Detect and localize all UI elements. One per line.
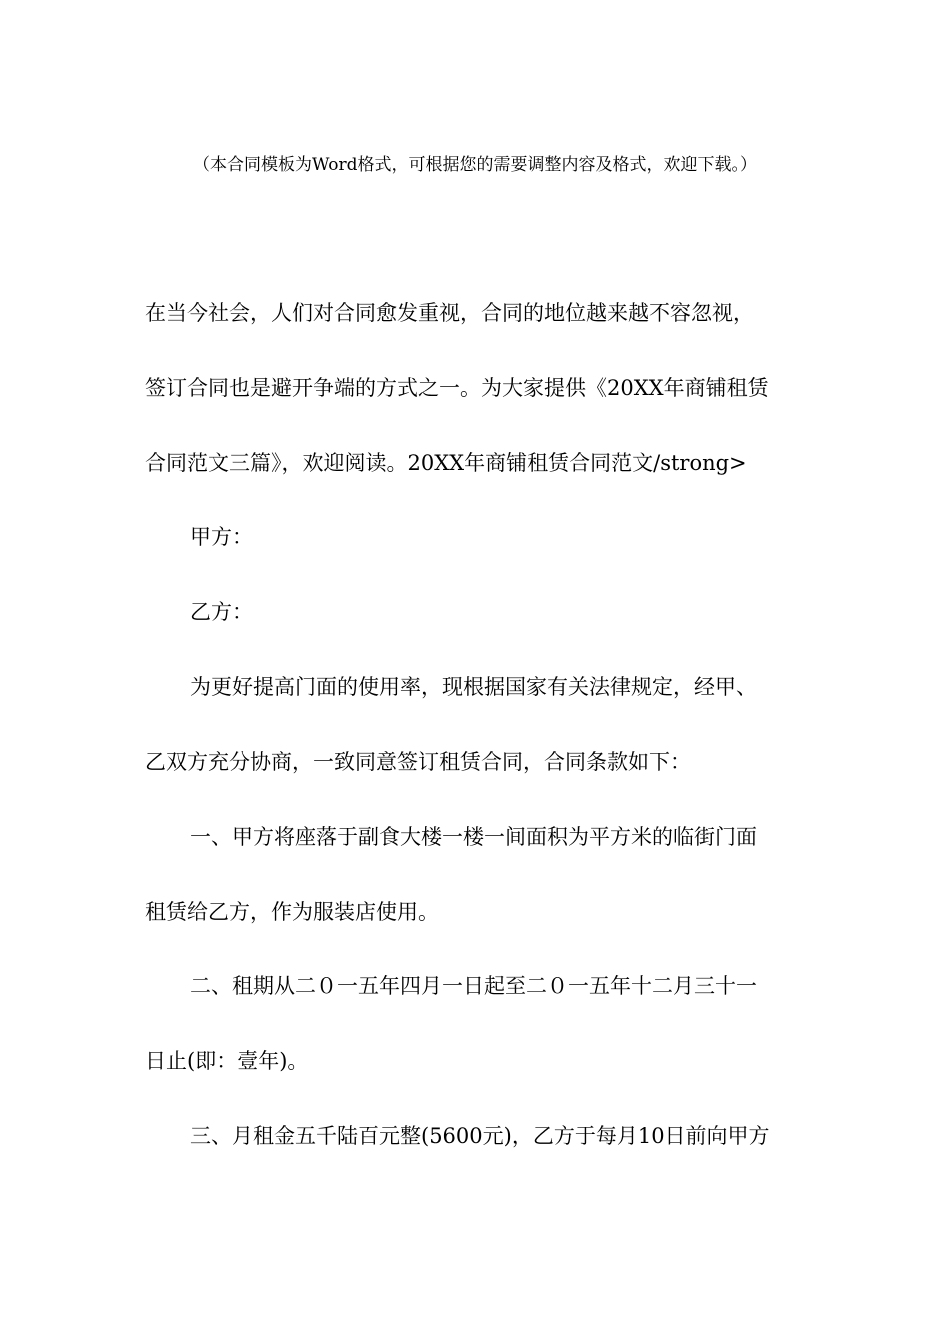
clause-two-line: 日止(即：壹年)。 [145, 1049, 309, 1073]
paragraph-line: 合同范文三篇》，欢迎阅读。20XX年商铺租赁合同范文/strong> [145, 451, 747, 475]
template-notice: （本合同模板为Word格式，可根据您的需要调整内容及格式，欢迎下载。） [192, 155, 758, 175]
paragraph-line: 签订合同也是避开争端的方式之一。为大家提供《20XX年商铺租赁 [145, 376, 769, 400]
paragraph-line: 为更好提高门面的使用率，现根据国家有关法律规定，经甲、 [190, 675, 757, 699]
party-b-label: 乙方： [190, 600, 253, 624]
paragraph-line: 乙双方充分协商，一致同意签订租赁合同，合同条款如下： [145, 750, 691, 774]
clause-one-line: 一、甲方将座落于副食大楼一楼一间面积为平方米的临街门面 [190, 825, 757, 849]
paragraph-line: 在当今社会，人们对合同愈发重视，合同的地位越来越不容忽视， [145, 301, 754, 325]
clause-three-line: 三、月租金五千陆百元整(5600元)，乙方于每月10日前向甲方 [190, 1124, 770, 1148]
clause-two-line: 二、租期从二０一五年四月一日起至二０一五年十二月三十一 [190, 974, 757, 998]
party-a-label: 甲方： [190, 525, 253, 549]
clause-one-line: 租赁给乙方，作为服装店使用。 [145, 900, 439, 924]
